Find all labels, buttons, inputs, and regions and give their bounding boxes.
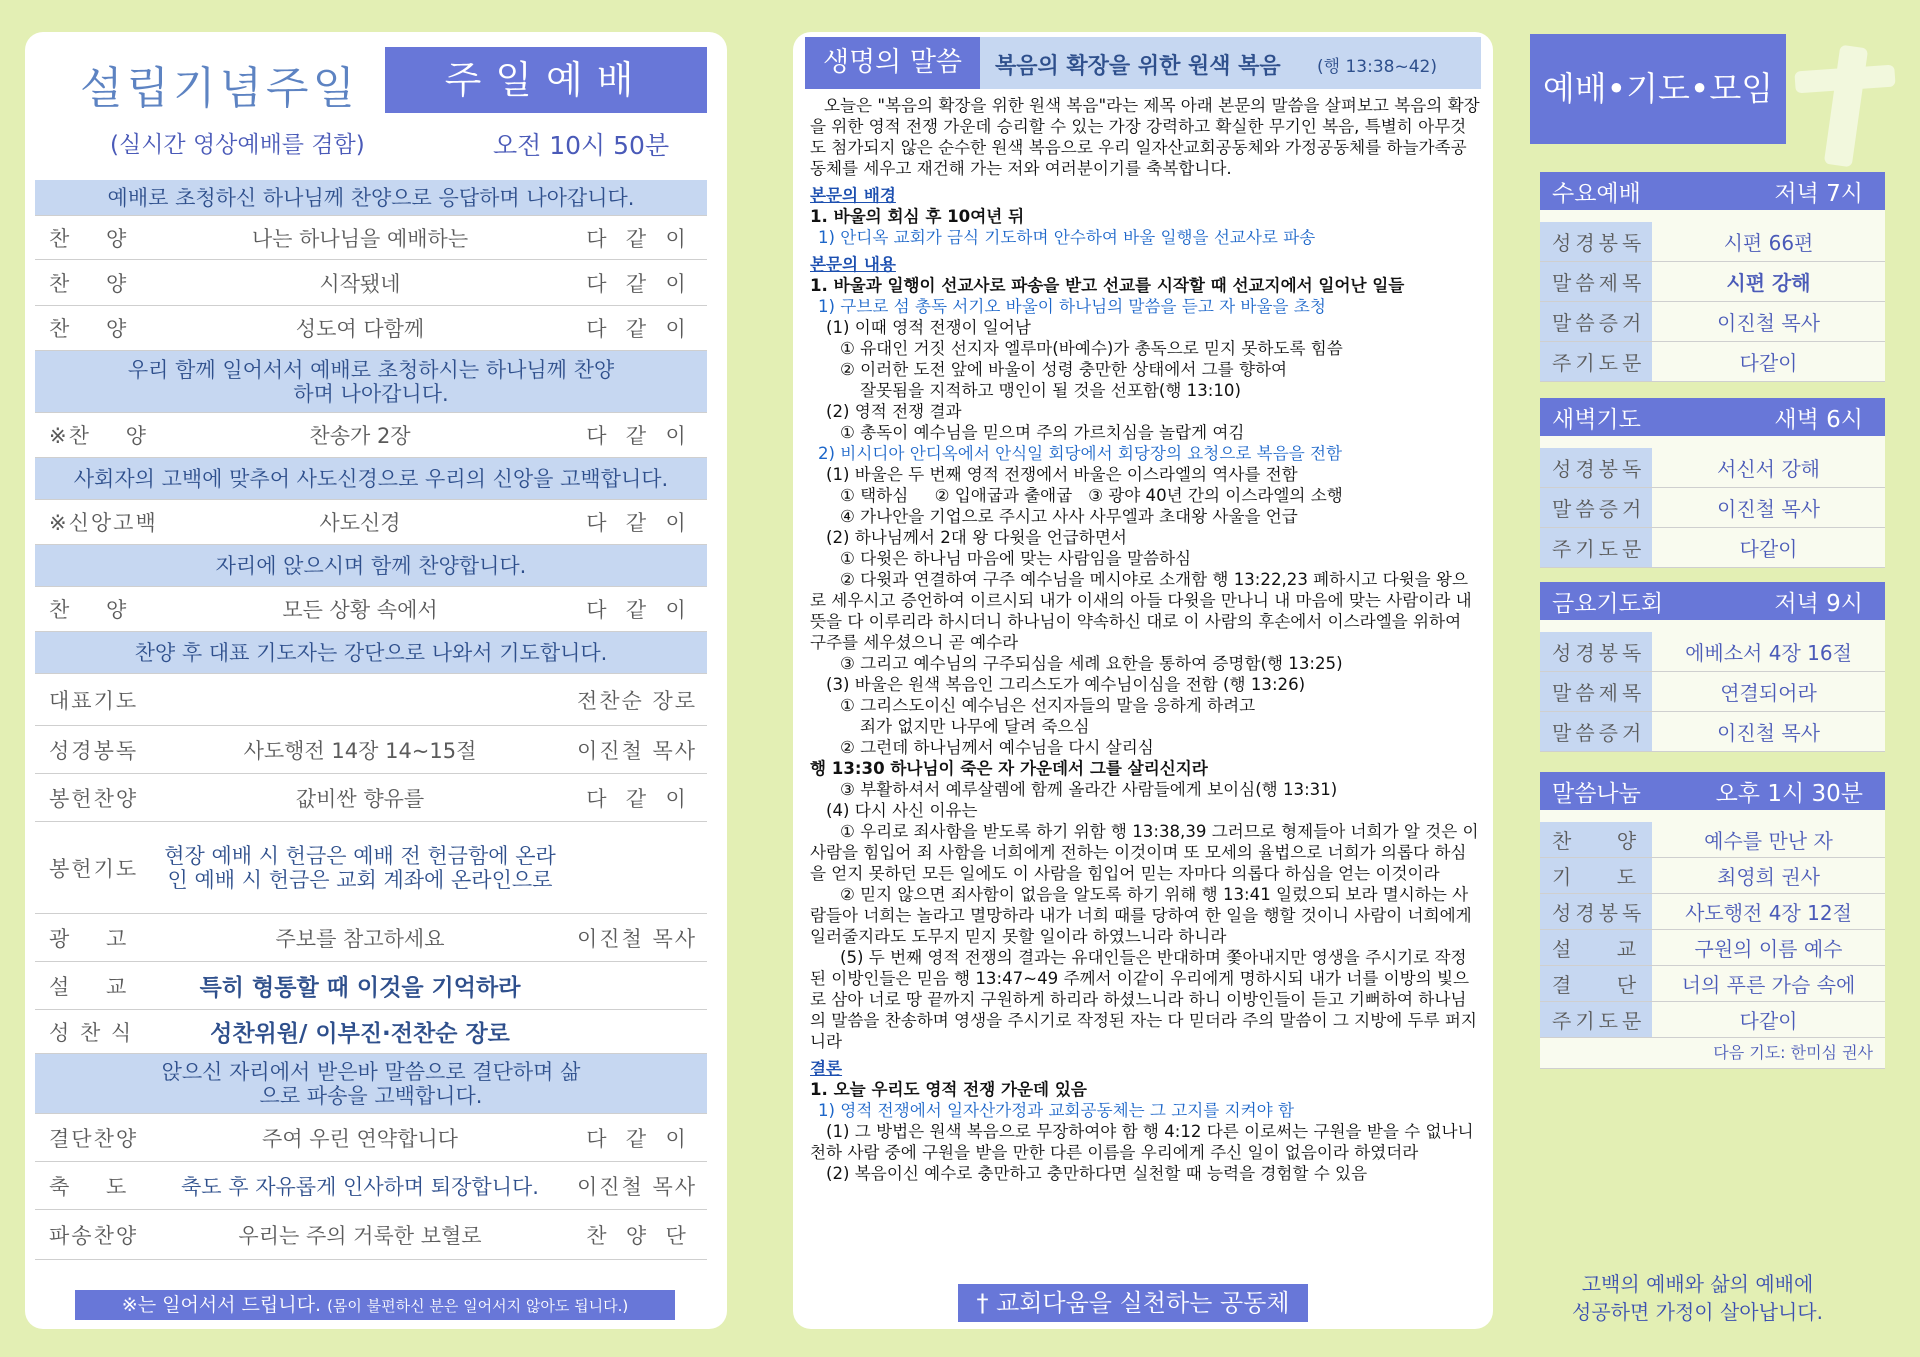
order-band: 우리 함께 일어서서 예배로 초청하시는 하나님께 찬양하며 나아갑니다. <box>35 351 707 413</box>
block-row: 주기도문 다같이 <box>1540 528 1885 568</box>
order-row <box>35 1210 707 1260</box>
order-leader: 이진철 목사 <box>576 1174 698 1199</box>
outline-line: ① 택하심 ② 입애굽과 출애굽 ③ 광야 40년 간의 이스라엘의 소행 <box>840 486 1343 505</box>
order-row <box>35 774 707 822</box>
outline-line: 잘못됨을 지적하고 맹인이 될 것을 선포함(행 13:10) <box>860 381 1241 400</box>
order-item: 찬 양 <box>49 271 129 296</box>
block-header: 수요예배 저녁 7시 <box>1540 172 1885 210</box>
block-row: 설 교 구원의 이름 예수 <box>1540 930 1885 966</box>
order-content: 우리는 주의 거룩한 보혈로 <box>238 1223 482 1248</box>
outline-line: ③ 그리고 예수님의 구주되심을 세례 요한을 통하여 증명함(행 13:25) <box>840 654 1343 673</box>
order-item: 봉헌찬양 <box>49 786 139 811</box>
block-row: 성경봉독 서신서 강해 <box>1540 448 1885 488</box>
order-row <box>35 413 707 458</box>
outline-line: ① 유대인 거짓 선지자 엘루마(바예수)가 총독으로 믿지 못하도록 힘씀 <box>840 339 1343 358</box>
community-motto: † 교회다움을 실천하는 공동체 <box>958 1284 1308 1322</box>
service-title: 설립기념주일 <box>80 63 360 114</box>
sermon-intro: 오늘은 "복음의 확장을 위한 원색 복음"라는 제목 아래 본문의 말씀을 살펴보고 복음의 확장을 위한 영적 전쟁 가운데 승리할 수 있는 가장 강력하고 확실한 무기인 복음, 특별히 아무것도 첨가되지 않은 순수한 원색 복음으로 우리 일자산교회공동체와 가정공동체를 하늘가족공동체를 세우고 재건해 가는 저와 여러분이기를 축복합니다. <box>810 96 1480 178</box>
order-content: 현장 예배 시 헌금은 예배 전 헌금함에 온라인 예배 시 헌금은 교회 계좌에 온라인으로 <box>164 843 556 892</box>
order-row <box>35 1010 707 1054</box>
outline-line: (4) 다시 사신 이유는 <box>826 801 978 820</box>
outline-line: (1) 이때 영적 전쟁이 일어남 <box>826 318 1031 337</box>
outline-line: (2) 영적 전쟁 결과 <box>826 402 962 421</box>
order-band: 앉으신 자리에서 받은바 말씀으로 결단하며 삶으로 파송을 고백합니다. <box>35 1054 707 1114</box>
order-item: 찬 양 <box>49 317 129 341</box>
order-content: 값비싼 향유를 <box>295 786 425 811</box>
outline-subpoint: 1) 안디옥 교회가 금식 기도하며 안수하여 바울 일행을 선교사로 파송 <box>818 228 1316 247</box>
block-row: 말씀증거 이진철 목사 <box>1540 712 1885 752</box>
outline-line: ① 다윗은 하나님 마음에 맞는 사람임을 말씀하심 <box>840 549 1192 568</box>
order-leader: 다 같 이 <box>586 317 688 341</box>
schedule-title: 예배•기도•모임 <box>1530 34 1786 144</box>
outline-line: ③ 부활하셔서 예루살렘에 함께 올라간 사람들에게 보이심(행 13:31) <box>840 780 1338 799</box>
order-row <box>35 726 707 774</box>
word-sharing <box>1540 772 1885 1069</box>
outline-point: 1. 바울의 회심 후 10여년 뒤 <box>810 207 1025 226</box>
order-content: 모든 상황 속에서 <box>282 598 438 622</box>
order-band: 찬양 후 대표 기도자는 강단으로 나와서 기도합니다. <box>35 632 707 674</box>
order-band: 사회자의 고백에 맞추어 사도신경으로 우리의 신앙을 고백합니다. <box>35 458 707 500</box>
outline-line: ② 그런데 하나님께서 예수님을 다시 살리심 <box>840 738 1154 757</box>
section-heading: 본문의 배경 <box>810 186 896 205</box>
order-row <box>35 1114 707 1162</box>
outline-line: ① 총독이 예수님을 믿으며 주의 가르치심을 놀랍게 여김 <box>840 423 1245 442</box>
outline-line: 죄가 없지만 나무에 달려 죽으심 <box>860 717 1090 736</box>
order-row <box>35 822 707 914</box>
order-leader: 전찬순 장로 <box>576 688 698 713</box>
block-row: 성경봉독 사도행전 4장 12절 <box>1540 894 1885 930</box>
order-of-worship <box>35 180 707 1260</box>
service-time: 오전 10시 50분 <box>493 131 670 160</box>
outline-subpoint: 2) 비시디아 안디옥에서 안식일 회당에서 회당장의 요청으로 복음을 전함 <box>818 444 1343 463</box>
order-leader: 다 같 이 <box>586 598 688 622</box>
service-label: 주일예배 <box>385 47 707 113</box>
outline-line: (2) 하나님께서 2대 왕 다윗을 언급하면서 <box>826 528 1127 547</box>
order-row <box>35 500 707 545</box>
next-prayer-note: 다음 기도: 한미심 권사 <box>1540 1038 1885 1069</box>
order-content: 주보를 참고하세요 <box>275 926 445 951</box>
sermon-label: 생명의 말씀 <box>805 37 980 89</box>
outline-line: (5) 두 번째 영적 전쟁의 결과는 유대인들은 반대하며 쫓아내지만 영생을 주시기로 작정된 이방인들은 믿음 행 13:47~49 주께서 이같이 우리에게 명하시되 내가 너를 이방의 빛으로 삼아 너로 땅 끝까지 구원하게 하리라 하셨느니라 하니 이방인들이 듣고 기뻐하여 하나님의 말씀을 찬송하며 영생을 주시기로 작정된 자는 다 믿더라 주의 말씀이 그 지방에 두루 퍼지니라 <box>810 948 1477 1051</box>
order-item: 축 도 <box>49 1174 129 1199</box>
block-row: 주기도문 다같이 <box>1540 1002 1885 1038</box>
order-item: 결단찬양 <box>49 1126 139 1151</box>
sermon-reference: (행 13:38~42) <box>1317 57 1437 77</box>
order-item: ※찬 양 <box>49 424 148 448</box>
order-row <box>35 306 707 351</box>
block-row: 성경봉독 에베소서 4장 16절 <box>1540 632 1885 672</box>
order-item: 파송찬양 <box>49 1223 139 1248</box>
order-content: 시작됐네 <box>319 271 401 296</box>
block-header: 금요기도회 저녁 9시 <box>1540 582 1885 620</box>
cross-icon <box>1824 45 1868 168</box>
order-content: 나는 하나님을 예배하는 <box>251 226 469 251</box>
order-leader: 찬 양 단 <box>586 1223 688 1248</box>
outline-line: ② 이러한 도전 앞에 바울이 성령 충만한 상태에서 그를 향하여 <box>840 360 1288 379</box>
service-subtitle: (실시간 영상예배를 겸함) <box>110 132 365 158</box>
order-content: 성도여 다함께 <box>295 317 425 341</box>
order-row <box>35 962 707 1010</box>
block-row: 말씀증거 이진철 목사 <box>1540 302 1885 342</box>
cross-icon <box>1794 65 1895 94</box>
wednesday-service <box>1540 172 1885 382</box>
block-row: 성경봉독 시편 66편 <box>1540 222 1885 262</box>
block-row: 찬 양 예수를 만난 자 <box>1540 822 1885 858</box>
dawn-prayer <box>1540 398 1885 568</box>
order-band: 예배로 초청하신 하나님께 찬양으로 응답하며 나아갑니다. <box>35 180 707 216</box>
outline-line: (1) 바울은 두 번째 영적 전쟁에서 바울은 이스라엘의 역사를 전함 <box>826 465 1298 484</box>
sermon-title: 복음의 확장을 위한 원색 복음 <box>995 54 1281 79</box>
order-content: 사도신경 <box>319 511 401 535</box>
outline-point: 1. 오늘 우리도 영적 전쟁 가운데 있음 <box>810 1080 1087 1099</box>
outline-line: (2) 복음이신 예수로 충만하고 충만하다면 실천할 때 능력을 경험할 수 있음 <box>826 1164 1368 1183</box>
order-content: 주여 우린 연약합니다 <box>262 1126 458 1151</box>
order-leader: 이진철 목사 <box>576 738 698 763</box>
outline-line: (3) 바울은 원색 복음인 그리스도가 예수님이심을 전함 (행 13:26) <box>826 675 1306 694</box>
order-band: 자리에 앉으시며 함께 찬양합니다. <box>35 545 707 587</box>
block-row: 말씀증거 이진철 목사 <box>1540 488 1885 528</box>
order-item: 광 고 <box>49 926 129 951</box>
sermon-body <box>810 95 1480 1184</box>
order-content: 사도행전 14장 14~15절 <box>243 738 477 763</box>
order-row <box>35 674 707 726</box>
block-header: 말씀나눔 오후 1시 30분 <box>1540 772 1885 810</box>
order-leader: 다 같 이 <box>586 1126 688 1151</box>
order-row <box>35 1162 707 1210</box>
order-row <box>35 260 707 306</box>
order-row <box>35 914 707 962</box>
block-row: 말씀제목 시편 강해 <box>1540 262 1885 302</box>
sermon-header <box>805 37 1481 89</box>
sermon-panel <box>793 32 1493 1329</box>
block-row: 기 도 최영희 권사 <box>1540 858 1885 894</box>
order-leader: 다 같 이 <box>586 424 688 448</box>
service-panel <box>25 32 727 1329</box>
outline-line: ① 우리로 죄사함을 받도록 하기 위함 행 13:38,39 그러므로 형제들아 너희가 알 것은 이 사람을 힘입어 죄 사함을 너희에게 전하는 이것이며 또 모세의 율법으로 너희가 의롭다 하심을 얻지 못하던 모든 일에도 이 사람을 힘입어 믿는 자마다 의롭다 하심을 얻는 이것이라 <box>810 822 1479 883</box>
outline-subpoint: 1) 영적 전쟁에서 일자산가정과 교회공동체는 그 고지를 지켜야 함 <box>818 1101 1294 1120</box>
order-content: 특히 형통할 때 이것을 기억하라 <box>199 975 521 1001</box>
block-row: 말씀제목 연결되어라 <box>1540 672 1885 712</box>
closing-motto: 고백의 예배와 삶의 예배에 성공하면 가정이 살아납니다. <box>1572 1272 1823 1324</box>
order-content: 성찬위원/ 이부진·전찬순 장로 <box>210 1021 510 1047</box>
order-item: 성 찬 식 <box>49 1020 134 1045</box>
order-content: 찬송가 2장 <box>309 424 411 448</box>
order-item: 대표기도 <box>49 688 139 713</box>
order-item: 찬 양 <box>49 598 129 622</box>
scripture-line: 행 13:30 하나님이 죽은 자 가운데서 그를 살리신지라 <box>810 759 1208 778</box>
order-leader: 다 같 이 <box>586 786 688 811</box>
order-row <box>35 587 707 632</box>
order-item: ※신앙고백 <box>49 511 158 535</box>
outline-subpoint: 1) 구브로 섬 총독 서기오 바울이 하나님의 말씀을 듣고 자 바울을 초청 <box>818 297 1326 316</box>
standing-note: ※는 일어서서 드립니다. (몸이 불편하신 분은 일어서지 않아도 됩니다.) <box>75 1290 675 1320</box>
order-leader: 다 같 이 <box>586 226 688 251</box>
section-heading: 결론 <box>810 1059 843 1078</box>
order-content: 축도 후 자유롭게 인사하며 퇴장합니다. <box>181 1174 539 1199</box>
outline-line: ② 다윗과 연결하여 구주 예수님을 메시야로 소개함 행 13:22,23 폐하시고 다윗을 왕으로 세우시고 증언하여 이르시되 내가 이새의 아들 다윗을 만나니 내 마음에 맞는 사람이라 내 뜻을 다 이루리라 하시더니 하나님이 약속하신 대로 이 사람의 후손에서 이스라엘을 위하여 구주를 세우셨으니 곧 예수라 <box>810 570 1472 652</box>
outline-point: 1. 바울과 일행이 선교사로 파송을 받고 선교를 시작할 때 선교지에서 일어난 일들 <box>810 276 1405 295</box>
order-item: 설 교 <box>49 974 129 999</box>
order-item: 찬 양 <box>49 226 129 251</box>
order-item: 성경봉독 <box>49 738 139 763</box>
order-leader: 이진철 목사 <box>576 926 698 951</box>
block-row: 주기도문 다같이 <box>1540 342 1885 382</box>
order-item: 봉헌기도 <box>49 856 139 881</box>
section-heading: 본문의 내용 <box>810 255 896 274</box>
outline-line: (1) 그 방법은 원색 복음으로 무장하여야 함 행 4:12 다른 이로써는 구원을 받을 수 없나니 천하 사람 중에 구원을 받을 만한 다른 이름을 우리에게 주신 일이 없음이라 하였더라 <box>810 1122 1474 1162</box>
outline-line: ④ 가나안을 기업으로 주시고 사사 사무엘과 초대왕 사울을 언급 <box>840 507 1298 526</box>
outline-line: ① 그리스도이신 예수님은 선지자들의 말을 응하게 하려고 <box>840 696 1256 715</box>
order-leader: 다 같 이 <box>586 511 688 535</box>
order-leader: 다 같 이 <box>586 271 688 296</box>
block-row: 결 단 너의 푸른 가슴 속에 <box>1540 966 1885 1002</box>
friday-prayer <box>1540 582 1885 752</box>
block-header: 새벽기도 새벽 6시 <box>1540 398 1885 436</box>
outline-line: ② 믿지 않으면 죄사함이 없음을 알도록 하기 위해 행 13:41 일렀으되 보라 멸시하는 사람들아 너희는 놀라고 멸망하라 내가 너희 때를 당하여 한 일을 행할 것이니 사람이 너희에게 일러줄지라도 도무지 믿지 못할 일이라 하였느니라 하니라 <box>810 885 1472 946</box>
order-row <box>35 216 707 260</box>
